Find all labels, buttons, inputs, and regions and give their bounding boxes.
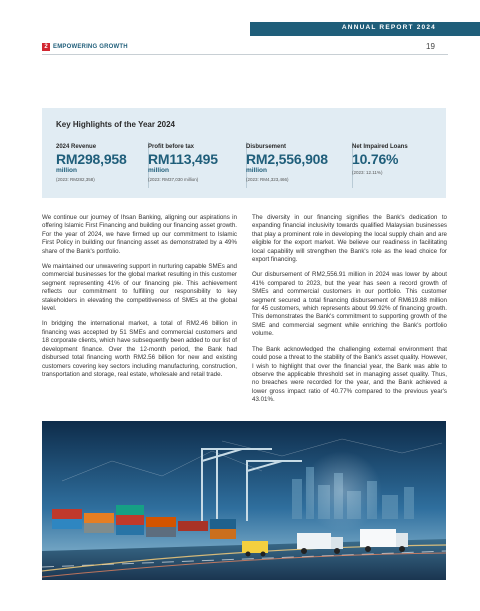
highlight-unit: million	[148, 167, 169, 174]
report-label: ANNUAL REPORT 2024	[341, 24, 436, 31]
highlight-label: 2024 Revenue	[56, 144, 97, 150]
body-column-right	[252, 214, 447, 412]
highlight-note: (2023: RM4,323,466)	[246, 177, 289, 182]
paragraph: The Bank acknowledged the challenging external environment that could pose a threat to the stability of the Bank's asset quality. However, I wish to highlight that over the financial year, the Bank was able to observe the applicable threshold set in managing asset quality. Thus, no breaches were recorded for the year, and the Bank achieved a lower gross impact ratio of 40.77% compared to the previous year's 43.01%.	[252, 345, 447, 404]
highlights-title: Key Highlights of the Year 2024	[56, 120, 176, 129]
highlight-disbursement	[246, 144, 352, 182]
highlight-value: 10.76%	[352, 151, 399, 167]
section-number-badge: 2	[42, 43, 50, 51]
key-highlights-panel	[42, 108, 446, 198]
highlight-value: RM113,495	[148, 151, 218, 167]
highlight-unit: million	[56, 167, 77, 174]
body-column-left	[42, 214, 237, 386]
section-label	[42, 43, 128, 51]
logistics-photo	[42, 421, 446, 580]
highlight-note: (2023: RM282,358)	[56, 177, 95, 182]
paragraph: In bridging the international market, a total of RM2.46 billion in financing was accepted by 51 SMEs and commercial customers and 18 corporate clients, which have subsequently been added to our list of development finance. Over the 12-month period, the Bank had disbursed total financing worth RM2.56 billion for new and existing customers covering key sectors including manufacturing, construction, transportation and storage, real estate, wholesale and retail trade.	[42, 320, 237, 378]
highlight-unit: million	[246, 167, 267, 174]
paragraph: We maintained our unwavering support in nurturing capable SMEs and commercial businesses for the global market resulting in this customer segment representing 41% of our financing pie. This achievement reflects our commitment to fulfilling our responsibility to key stakeholders in elevating the competitiveness of SMEs at the global level.	[42, 263, 237, 313]
highlight-value: RM298,958	[56, 151, 127, 167]
highlight-label: Net Impaired Loans	[352, 144, 408, 150]
highlight-label: Disbursement	[246, 144, 287, 150]
highlight-label: Profit before tax	[148, 144, 195, 150]
highlight-note: (2023: RM37,030 million)	[148, 177, 199, 182]
highlight-profit	[148, 144, 246, 182]
section-title: EMPOWERING GROWTH	[53, 44, 128, 50]
page-number: 19	[426, 42, 435, 51]
header-divider	[42, 54, 448, 55]
paragraph: Our disbursement of RM2,556.91 million in 2024 was lower by about 41% compared to 2023, but the year has seen a record growth of SMEs and commercial customers in our portfolio. This customer segment secured a total financing disbursement of RM619.88 million for 45 customers, which represents about 99.92% of financing growth. This demonstrates the Bank's commitment to supporting growth of the SME and commercial segment while enriching the Bank's portfolio volume.	[252, 271, 447, 338]
paragraph: We continue our journey of Ihsan Banking, aligning our aspirations in offering Islamic First Financing and building our financing asset growth. For the year of 2024, we have firmed up our commitment to Islamic First Policy in building our financing asset as demonstrated by a 49% share of the Bank's portfolio.	[42, 214, 237, 255]
highlight-impaired-loans	[352, 144, 436, 182]
highlight-value: RM2,556,908	[246, 151, 328, 167]
highlight-note: (2023: 12.11%)	[352, 170, 383, 175]
report-header-band	[250, 22, 480, 36]
paragraph: The diversity in our financing signifies the Bank's dedication to expanding financial inclusivity towards qualified Malaysian businesses that play a prominent role in developing the local supply chain and are eligible for the export market. We believe our readiness in facilitating local capability will strengthen the Bank's role as the lead choice for export financing.	[252, 214, 447, 264]
highlight-revenue	[56, 144, 148, 182]
